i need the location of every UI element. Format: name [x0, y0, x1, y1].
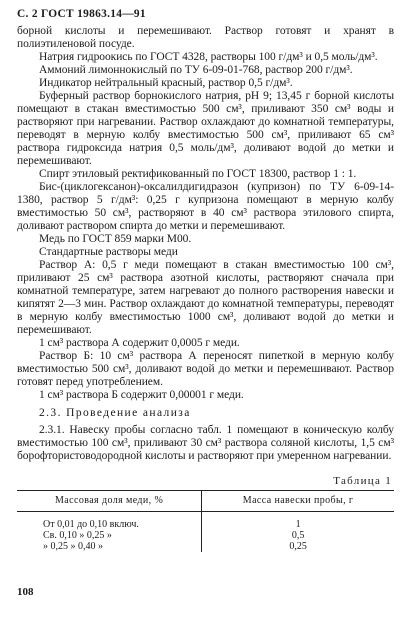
page-number: 108: [17, 586, 34, 598]
page-header: С. 2 ГОСТ 19863.14—91: [17, 8, 146, 20]
paragraph-standard-solutions-heading: Стандартные растворы меди: [39, 246, 178, 258]
section-title: 2.3. Проведение анализа: [39, 407, 191, 419]
table-cell-sample-mass: 1: [295, 519, 301, 530]
table-row: [17, 541, 394, 552]
table-cell-sample-mass: 0,5: [291, 530, 305, 541]
paragraph-ethanol: Спирт этиловый ректификованный по ГОСТ 18300, раствор 1 : 1.: [39, 168, 357, 180]
table-cell-sample-mass: 0,25: [289, 541, 307, 552]
column-header-sample-mass: Масса навески пробы, г: [202, 491, 394, 512]
paragraph-solution-a: Раствор А: 0,5 г меди помещают в стакан вместимостью 100 см³, приливают 25 см³ раствора азотной кислоты, растворяют сначала при комнатной температуре, затем нагревают до полного растворения навески и кипятят 2—3 мин. Раствор охлаждают до комнатной температуры, переводят в мерную колбу вместимостью 1000 см³, доливают водой до метки и перемешивают.: [17, 259, 394, 336]
paragraph-indicator: Индикатор нейтральный красный, раствор 0,5 г/дм³.: [39, 77, 293, 89]
paragraph-analysis: 2.3.1. Навеску пробы согласно табл. 1 помещают в коническую колбу вместимостью 100 см³, приливают 30 см³ раствора соляной кислоты, 1,5 см³ борофтористоводородной кислоты и растворяют при умеренном нагревании.: [17, 424, 394, 462]
document-body: [17, 25, 394, 463]
paragraph-ammonium-citrate: Аммоний лимоннокислый по ТУ 6-09-01-768, раствор 200 г/дм³.: [39, 64, 353, 76]
table-cell-copper-fraction: » 0,25 » 0,40 »: [17, 541, 202, 552]
paragraph-borax-end: борной кислоты и перемешивают. Раствор готовят и хранят в полиэтиленовой посуде.: [17, 25, 394, 50]
paragraph-buffer-solution: Буферный раствор борнокислого натрия, pH 9; 13,45 г борной кислоты помещают в стакан вместимостью 500 см³, приливают 350 см³ воды и растворяют при нагревании. Раствор охлаждают до комнатной температуры, переводят в мерную колбу вместимостью 500 см³, приливают 65 см³ раствора гидроксида натрия 0,5 моль/дм³, доливают водой до метки и перемешивают.: [17, 90, 394, 167]
table-cell-copper-fraction: От 0,01 до 0,10 включ.: [17, 512, 202, 531]
paragraph-sodium-hydroxide: Натрия гидроокись по ГОСТ 4328, растворы 100 г/дм³ и 0,5 моль/дм³.: [39, 51, 378, 63]
table-row: [17, 530, 394, 541]
table-header-row: [17, 491, 394, 512]
paragraph-copper: Медь по ГОСТ 859 марки М00.: [39, 233, 192, 245]
column-header-copper-fraction: Массовая доля меди, %: [17, 491, 202, 512]
paragraph-solution-b: Раствор Б: 10 см³ раствора А переносят пипеткой в мерную колбу вместимостью 500 см³, доливают водой до метки и перемешивают. Раствор готовят перед употреблением.: [17, 350, 394, 388]
paragraph-solution-a-content: 1 см³ раствора А содержит 0,0005 г меди.: [39, 337, 240, 349]
table-cell-copper-fraction: Св. 0,10 » 0,25 »: [17, 530, 202, 541]
sample-mass-table: [17, 490, 394, 552]
paragraph-cuprizone: Бис-(циклогексанон)-оксалилдигидразон (купризон) по ТУ 6-09-14-1380, раствор 5 г/дм³: 0,25 г купризона помещают в мерную колбу вместимостью 50 см³, растворяют в 40 см³ раствора этилового спирта, доливают раствором спирта до метки и перемешивают.: [17, 181, 394, 232]
table-caption: Таблица 1: [333, 475, 392, 487]
paragraph-solution-b-content: 1 см³ раствора Б содержит 0,00001 г меди.: [39, 389, 244, 401]
table-row: [17, 512, 394, 531]
